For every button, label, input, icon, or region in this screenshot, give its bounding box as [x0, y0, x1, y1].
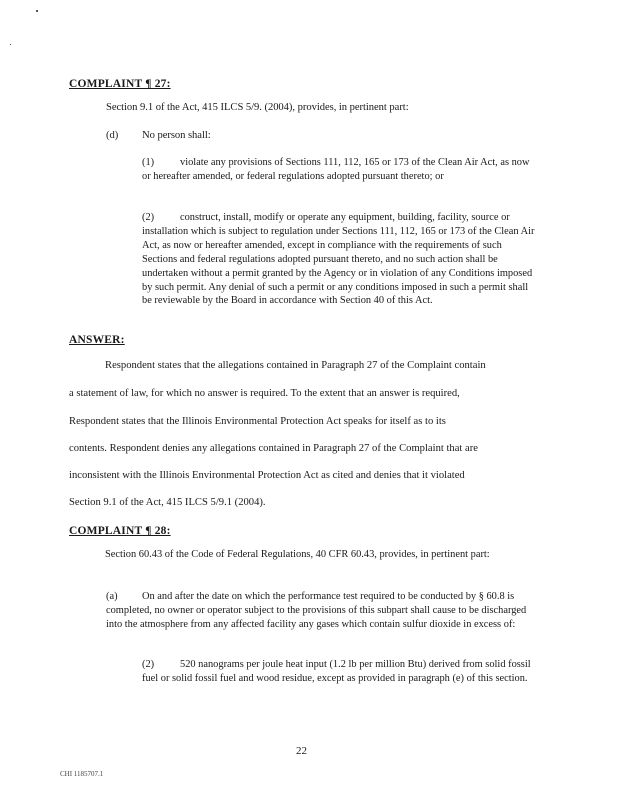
complaint-28-subsection-text: On and after the date on which the performance test required to be conducted by § 60.8 is completed, no owner or operator subject to the provisions of this subpart shall cause to be discharged into the atmosphere from any affected facility any gases which contain sulfur dioxide in excess of: [106, 591, 527, 630]
page-number: 22 [296, 745, 307, 757]
scan-speck [36, 10, 38, 12]
complaint-27-subsection-label: (d) [106, 130, 119, 141]
complaint-28-intro: Section 60.43 of the Code of Federal Regulations, 40 CFR 60.43, provides, in pertinent part: [105, 549, 490, 560]
complaint-27-item-1 [142, 156, 537, 184]
complaint-27-heading: COMPLAINT ¶ 27: [69, 78, 171, 90]
answer-line-1: Respondent states that the allegations contained in Paragraph 27 of the Complaint contain [105, 360, 486, 371]
complaint-27-item-1-text: violate any provisions of Sections 111, 112, 165 or 173 of the Clean Air Act, as now or hereafter amended, or federal regulations adopted pursuant thereto; or [142, 157, 530, 182]
scan-speck [10, 44, 11, 45]
complaint-28-subsection [106, 590, 539, 632]
complaint-28-item-2 [142, 658, 538, 686]
answer-line-2: a statement of law, for which no answer is required. To the extent that an answer is required, [69, 388, 460, 399]
answer-line-5: inconsistent with the Illinois Environmental Protection Act as cited and denies that it violated [69, 470, 465, 481]
complaint-28-subsection-label: (a) [106, 591, 118, 602]
complaint-27-intro: Section 9.1 of the Act, 415 ILCS 5/9. (2004), provides, in pertinent part: [106, 102, 409, 113]
answer-line-4: contents. Respondent denies any allegations contained in Paragraph 27 of the Complaint that are [69, 443, 478, 454]
complaint-27-item-2 [142, 211, 537, 308]
document-id: CHI 1185707.1 [60, 770, 104, 778]
answer-heading: ANSWER: [69, 334, 125, 346]
complaint-27-item-1-label: (1) [142, 157, 155, 168]
complaint-28-item-2-label: (2) [142, 659, 155, 670]
complaint-27-subsection-text: No person shall: [142, 130, 211, 141]
complaint-28-item-2-text: 520 nanograms per joule heat input (1.2 lb per million Btu) derived from solid fossil fuel or solid fossil fuel and wood residue, except as provided in paragraph (e) of this section. [142, 659, 531, 684]
answer-line-6: Section 9.1 of the Act, 415 ILCS 5/9.1 (2004). [69, 497, 266, 508]
complaint-27-item-2-label: (2) [142, 212, 155, 223]
complaint-28-heading: COMPLAINT ¶ 28: [69, 525, 171, 537]
complaint-27-item-2-text: construct, install, modify or operate any equipment, building, facility, source or installation which is subject to regulation under Sections 111, 112, 165 or 173 of the Clean Air Act, as now or hereafter amended, except in compliance with the requirements of such Sections and federal regulations adopted pursuant thereto, and no such action shall be undertaken without a permit granted by the Agency or in violation of any Conditions imposed by such permit. Any denial of such a permit or any conditions imposed in such a permit shall be reviewable by the Board in accordance with Section 40 of this Act. [142, 212, 535, 307]
answer-line-3: Respondent states that the Illinois Environmental Protection Act speaks for itself as to its [69, 416, 446, 427]
